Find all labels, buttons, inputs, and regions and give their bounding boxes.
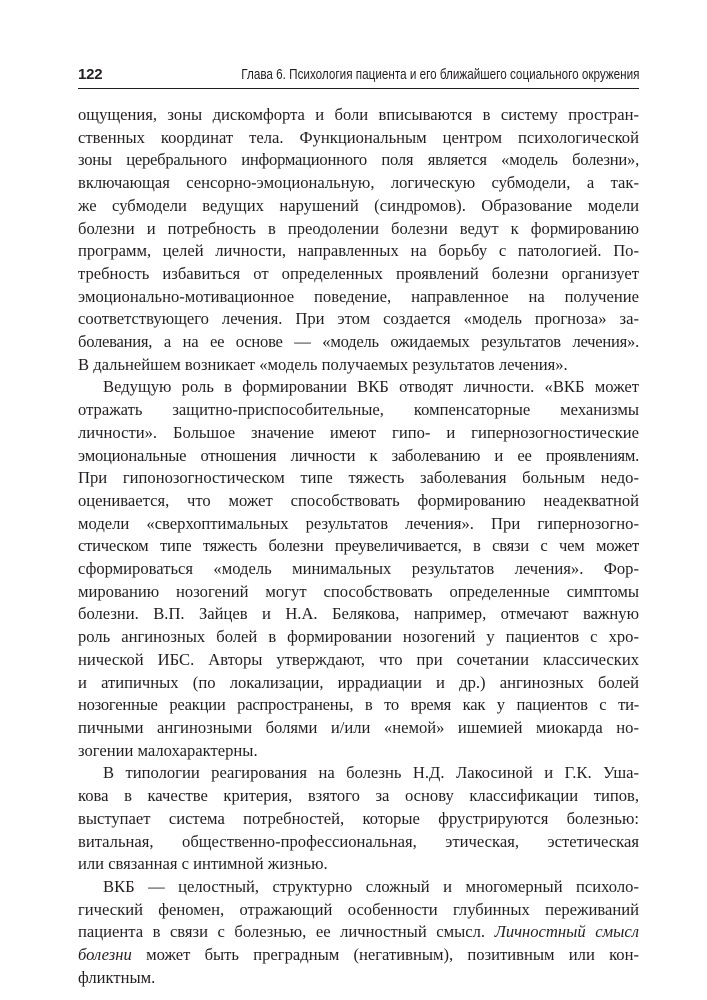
paragraph-4 — [78, 876, 639, 990]
text-line: и атипичных (по локализации, иррадиации и др.) ангинозных болей — [78, 672, 639, 692]
text-segment: может быть преградным (негативным), позитивным или кон- — [131, 945, 639, 965]
text-line: мированию нозогений могут способствовать определенные симптомы — [78, 581, 639, 601]
text-line: включающая сенсорно-эмоциональную, логическую субмодели, а так- — [78, 173, 639, 193]
text-line: ощущения, зоны дискомфорта и боли вписываются в систему простран- — [78, 105, 639, 124]
text-line: витальная, общественно-профессиональная, этическая, эстетическая — [78, 831, 639, 851]
text-line: ственных координат тела. Функциональным центром психологической — [78, 127, 639, 147]
text-line: Ведущую роль в формировании ВКБ отводят личности. «ВКБ может — [103, 377, 639, 397]
text-line: же субмодели ведущих нарушений (синдромов). Образование модели — [78, 195, 639, 215]
body-text — [78, 104, 639, 989]
italic-term: Личностный смысл — [494, 922, 639, 942]
paragraph-2 — [78, 376, 639, 762]
running-title: Глава 6. Психология пациента и его ближайшего социального окружения — [240, 66, 639, 83]
text-line: модели «сверхоптимальных результатов лечения». При гипернозогно- — [78, 513, 639, 533]
text-line: личности». Большое значение имеют гипо- и гипернозогностические — [78, 422, 639, 442]
text-line: болезни и потребность в преодолении болезни ведут к формированию — [78, 218, 639, 238]
text-line: роль ангинозных болей в формировании нозогений у пациентов с хро- — [78, 627, 639, 647]
text-line: стическом типе тяжесть болезни преувеличивается, в связи с чем может — [78, 536, 639, 556]
italic-term: болезни — [78, 945, 132, 965]
text-line: зогении малохарактерны. — [78, 740, 258, 760]
text-line: оценивается, что может способствовать формированию неадекватной — [78, 490, 639, 510]
paragraph-3 — [78, 762, 639, 876]
text-line: ВКБ — целостный, структурно сложный и многомерный психоло- — [103, 876, 639, 896]
text-line: сформироваться «модель минимальных результатов лечения». Фор- — [78, 559, 639, 579]
paragraph-1 — [78, 104, 639, 376]
text-line — [78, 944, 639, 967]
text-line: требность избавиться от определенных проявлений болезни организует — [78, 263, 639, 283]
text-line: выступает система потребностей, которые фрустрируются болезнью: — [78, 808, 639, 828]
text-line: В типологии реагирования на болезнь Н.Д. Лакосиной и Г.К. Уша- — [103, 763, 639, 783]
text-line: эмоционально-мотивационное поведение, направленное на получение — [78, 286, 639, 306]
text-line: При гипонозогностическом типе тяжесть заболевания больным недо- — [78, 468, 639, 488]
page-number: 122 — [78, 66, 103, 83]
text-segment: пациента в связи с болезнью, ее личностный смысл. — [78, 922, 486, 942]
text-line: болезни. В.П. Зайцев и Н.А. Белякова, например, отмечают важную — [78, 604, 639, 624]
text-line: нической ИБС. Авторы утверждают, что при сочетании классических — [78, 649, 639, 669]
text-line: программ, целей личности, направленных на борьбу с патологией. По- — [78, 241, 639, 261]
text-line — [78, 921, 639, 944]
text-line: болевания, а на ее основе — «модель ожидаемых результатов лечения». — [78, 332, 639, 352]
text-line: пичными ангинозными болями и/или «немой» ишемией миокарда но- — [78, 717, 639, 737]
text-line: нозогенные реакции распространены, в то время как у пациентов с ти- — [78, 695, 639, 715]
text-line: соответствующего лечения. При этом создается «модель прогноза» за- — [78, 309, 639, 329]
text-line: эмоциональные отношения личности к заболеванию и ее проявлениям. — [78, 445, 639, 465]
text-line: или связанная с интимной жизнью. — [78, 854, 328, 874]
text-line: отражать защитно-приспособительные, компенсаторные механизмы — [78, 400, 639, 420]
text-line: зоны церебрального информационного поля является «модель болезни», — [78, 150, 639, 170]
text-line: кова в качестве критерия, взятого за основу классификации типов, — [78, 786, 639, 806]
text-line: В дальнейшем возникает «модель получаемых результатов лечения». — [78, 354, 568, 374]
text-line: гический феномен, отражающий особенности глубинных переживаний — [78, 899, 639, 919]
text-line: фликтным. — [78, 967, 156, 987]
running-header — [78, 64, 639, 89]
